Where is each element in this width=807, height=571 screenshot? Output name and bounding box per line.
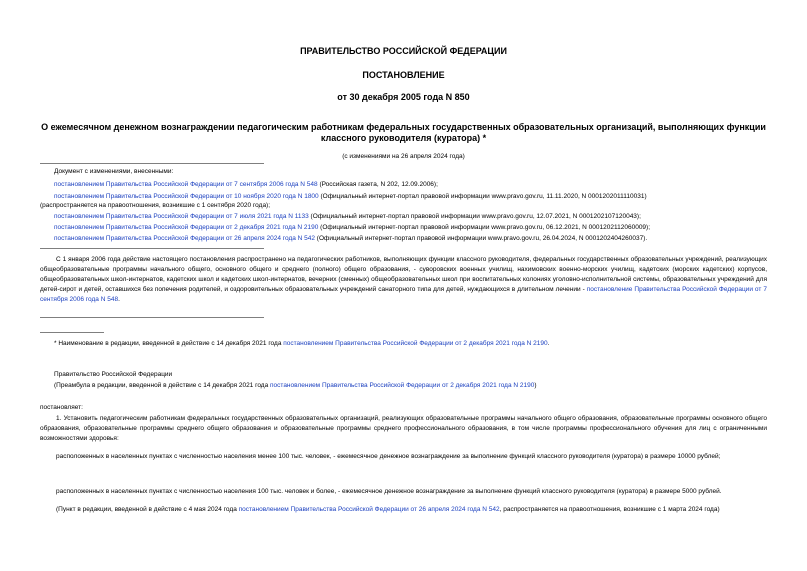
divider-top (40, 163, 264, 164)
clause-1: 1. Установить педагогическим работникам федеральных государственных образовательных организаций, реализующих образовательные программы начального общего образования, образовательные программы основного общего образования, образовательные программы среднего общего образования и образовательные программы среднего профессионального образования, в том числе программы профессионального обучения для лиц с ограниченными возможностями здоровья: (40, 415, 767, 442)
amendment-link[interactable]: постановлением Правительства Российской Федерации от 10 ноября 2020 года N 1800 (54, 193, 319, 200)
preamble-note-link[interactable]: постановлением Правительства Российской Федерации от 2 декабря 2021 года N 2190 (270, 382, 535, 389)
amendments-intro: Документ с изменениями, внесенными: (54, 168, 174, 175)
amendment-link[interactable]: постановлением Правительства Российской Федерации от 2 декабря 2021 года N 2190 (54, 224, 319, 231)
document-title: О ежемесячном денежном вознаграждении педагогическим работникам федеральных государственных образовательных организаций, выполняющих функции классного руководителя (куратора) * (41, 122, 766, 143)
footnote: * Наименование в редакции, введенной в действие с 14 декабря 2021 года постановлением Правительства Российской Федерации от 2 декабря 2021 года N 2190. (54, 340, 550, 347)
clause-1-revision-link[interactable]: постановлением Правительства Российской Федерации от 26 апреля 2024 года N 542 (238, 506, 500, 513)
clause-1-urban-small: расположенных в населенных пунктах с численностью населения менее 100 тыс. человек, - ежемесячное денежное вознаграждение за выполнение функций классного руководителя (куратора) в размере 10000 рублей; (56, 453, 721, 460)
doc-type-heading: ПОСТАНОВЛЕНИЕ (362, 70, 445, 80)
clause-1-urban-large: расположенных в населенных пунктах с численностью населения 100 тыс. человек и более, - ежемесячное денежное вознаграждение за выполнение функций классного руководителя (куратора) в размере 5000 рублей. (56, 488, 722, 495)
clause-1-revision-note: (Пункт в редакции, введенной в действие с 4 мая 2024 года постановлением Правительства Российской Федерации от 26 апреля 2024 года N 542, распространяется на правоотношения, возникшие с 1 марта 2024 года) (56, 506, 720, 513)
amendment-item: постановлением Правительства Российской Федерации от 2 декабря 2021 года N 2190 (Официальный интернет-портал правовой информации www.pravo.gov.ru, 06.12.2021, N 0001202112060009); (54, 224, 651, 231)
amendment-item: постановлением Правительства Российской Федерации от 26 апреля 2024 года N 542 (Официальный интернет-портал правовой информации www.pravo.gov.ru, 26.04.2024, N 0001202404260037). (54, 235, 648, 242)
footnote-separator (40, 332, 104, 333)
amendment-link[interactable]: постановлением Правительства Российской Федерации от 7 сентября 2006 года N 548 (54, 181, 318, 188)
divider-scope (40, 317, 264, 318)
preamble-note: (Преамбула в редакции, введенной в действие с 14 декабря 2021 года постановлением Правительства Российской Федерации от 2 декабря 2021 года N 2190) (54, 382, 537, 389)
scope-note: С 1 января 2006 года действие настоящего постановления распространено на педагогических работников, выполняющих функции классного руководителя, федеральных государственных образовательных учреждений, реализующих общеобразовательные программы начального общего, основного общего и среднего (полного) общего образования, - суворовских военных училищ, нахимовских военно-морских училищ, кадетских (морских кадетских) корпусов, общеобразовательных школ-интернатов, кадетских школ и кадетских школ-интернатов, вечерних (сменных) общеобразовательных школ при воспитательных колониях уголовно-исполнительной системы, образовательных учреждений для детей-сирот и детей, оставшихся без попечения родителей, и оздоровительных образовательных учреждений санаторного типа для детей, нуждающихся в длительном лечении - постановление Правительства Российской Федерации от 7 сентября 2006 года N 548. (40, 256, 767, 303)
divider-amendments (40, 248, 264, 249)
amendment-item: постановлением Правительства Российской Федерации от 7 июля 2021 года N 1133 (Официальный интернет-портал правовой информации www.pravo.gov.ru, 12.07.2021, N 0001202107120043); (54, 213, 641, 220)
date-number-heading: от 30 декабря 2005 года N 850 (337, 92, 470, 102)
amendment-item: постановлением Правительства Российской Федерации от 7 сентября 2006 года N 548 (Российская газета, N 202, 12.09.2006); (54, 181, 438, 188)
footnote-link[interactable]: постановлением Правительства Российской Федерации от 2 декабря 2021 года N 2190 (283, 340, 548, 347)
amendment-link[interactable]: постановлением Правительства Российской Федерации от 26 апреля 2024 года N 542 (54, 235, 315, 242)
preamble-authority: Правительство Российской Федерации (54, 371, 173, 378)
resolves-text: постановляет: (40, 404, 83, 411)
amendment-item: постановлением Правительства Российской Федерации от 10 ноября 2020 года N 1800 (Официальный интернет-портал правовой информации www.pravo.gov.ru, 11.11.2020, N 0001202011110031) (54, 193, 647, 200)
scope-note-link[interactable]: постановление Правительства Российской Федерации от 7 сентября 2006 года N 548 (40, 286, 767, 303)
revision-date: (с изменениями на 26 апреля 2024 года) (342, 153, 465, 160)
government-heading: ПРАВИТЕЛЬСТВО РОССИЙСКОЙ ФЕДЕРАЦИИ (300, 46, 507, 56)
amendment-link[interactable]: постановлением Правительства Российской Федерации от 7 июля 2021 года N 1133 (54, 213, 309, 220)
amendment-item-continuation: (распространяется на правоотношения, возникшие с 1 сентября 2020 года); (40, 202, 271, 209)
